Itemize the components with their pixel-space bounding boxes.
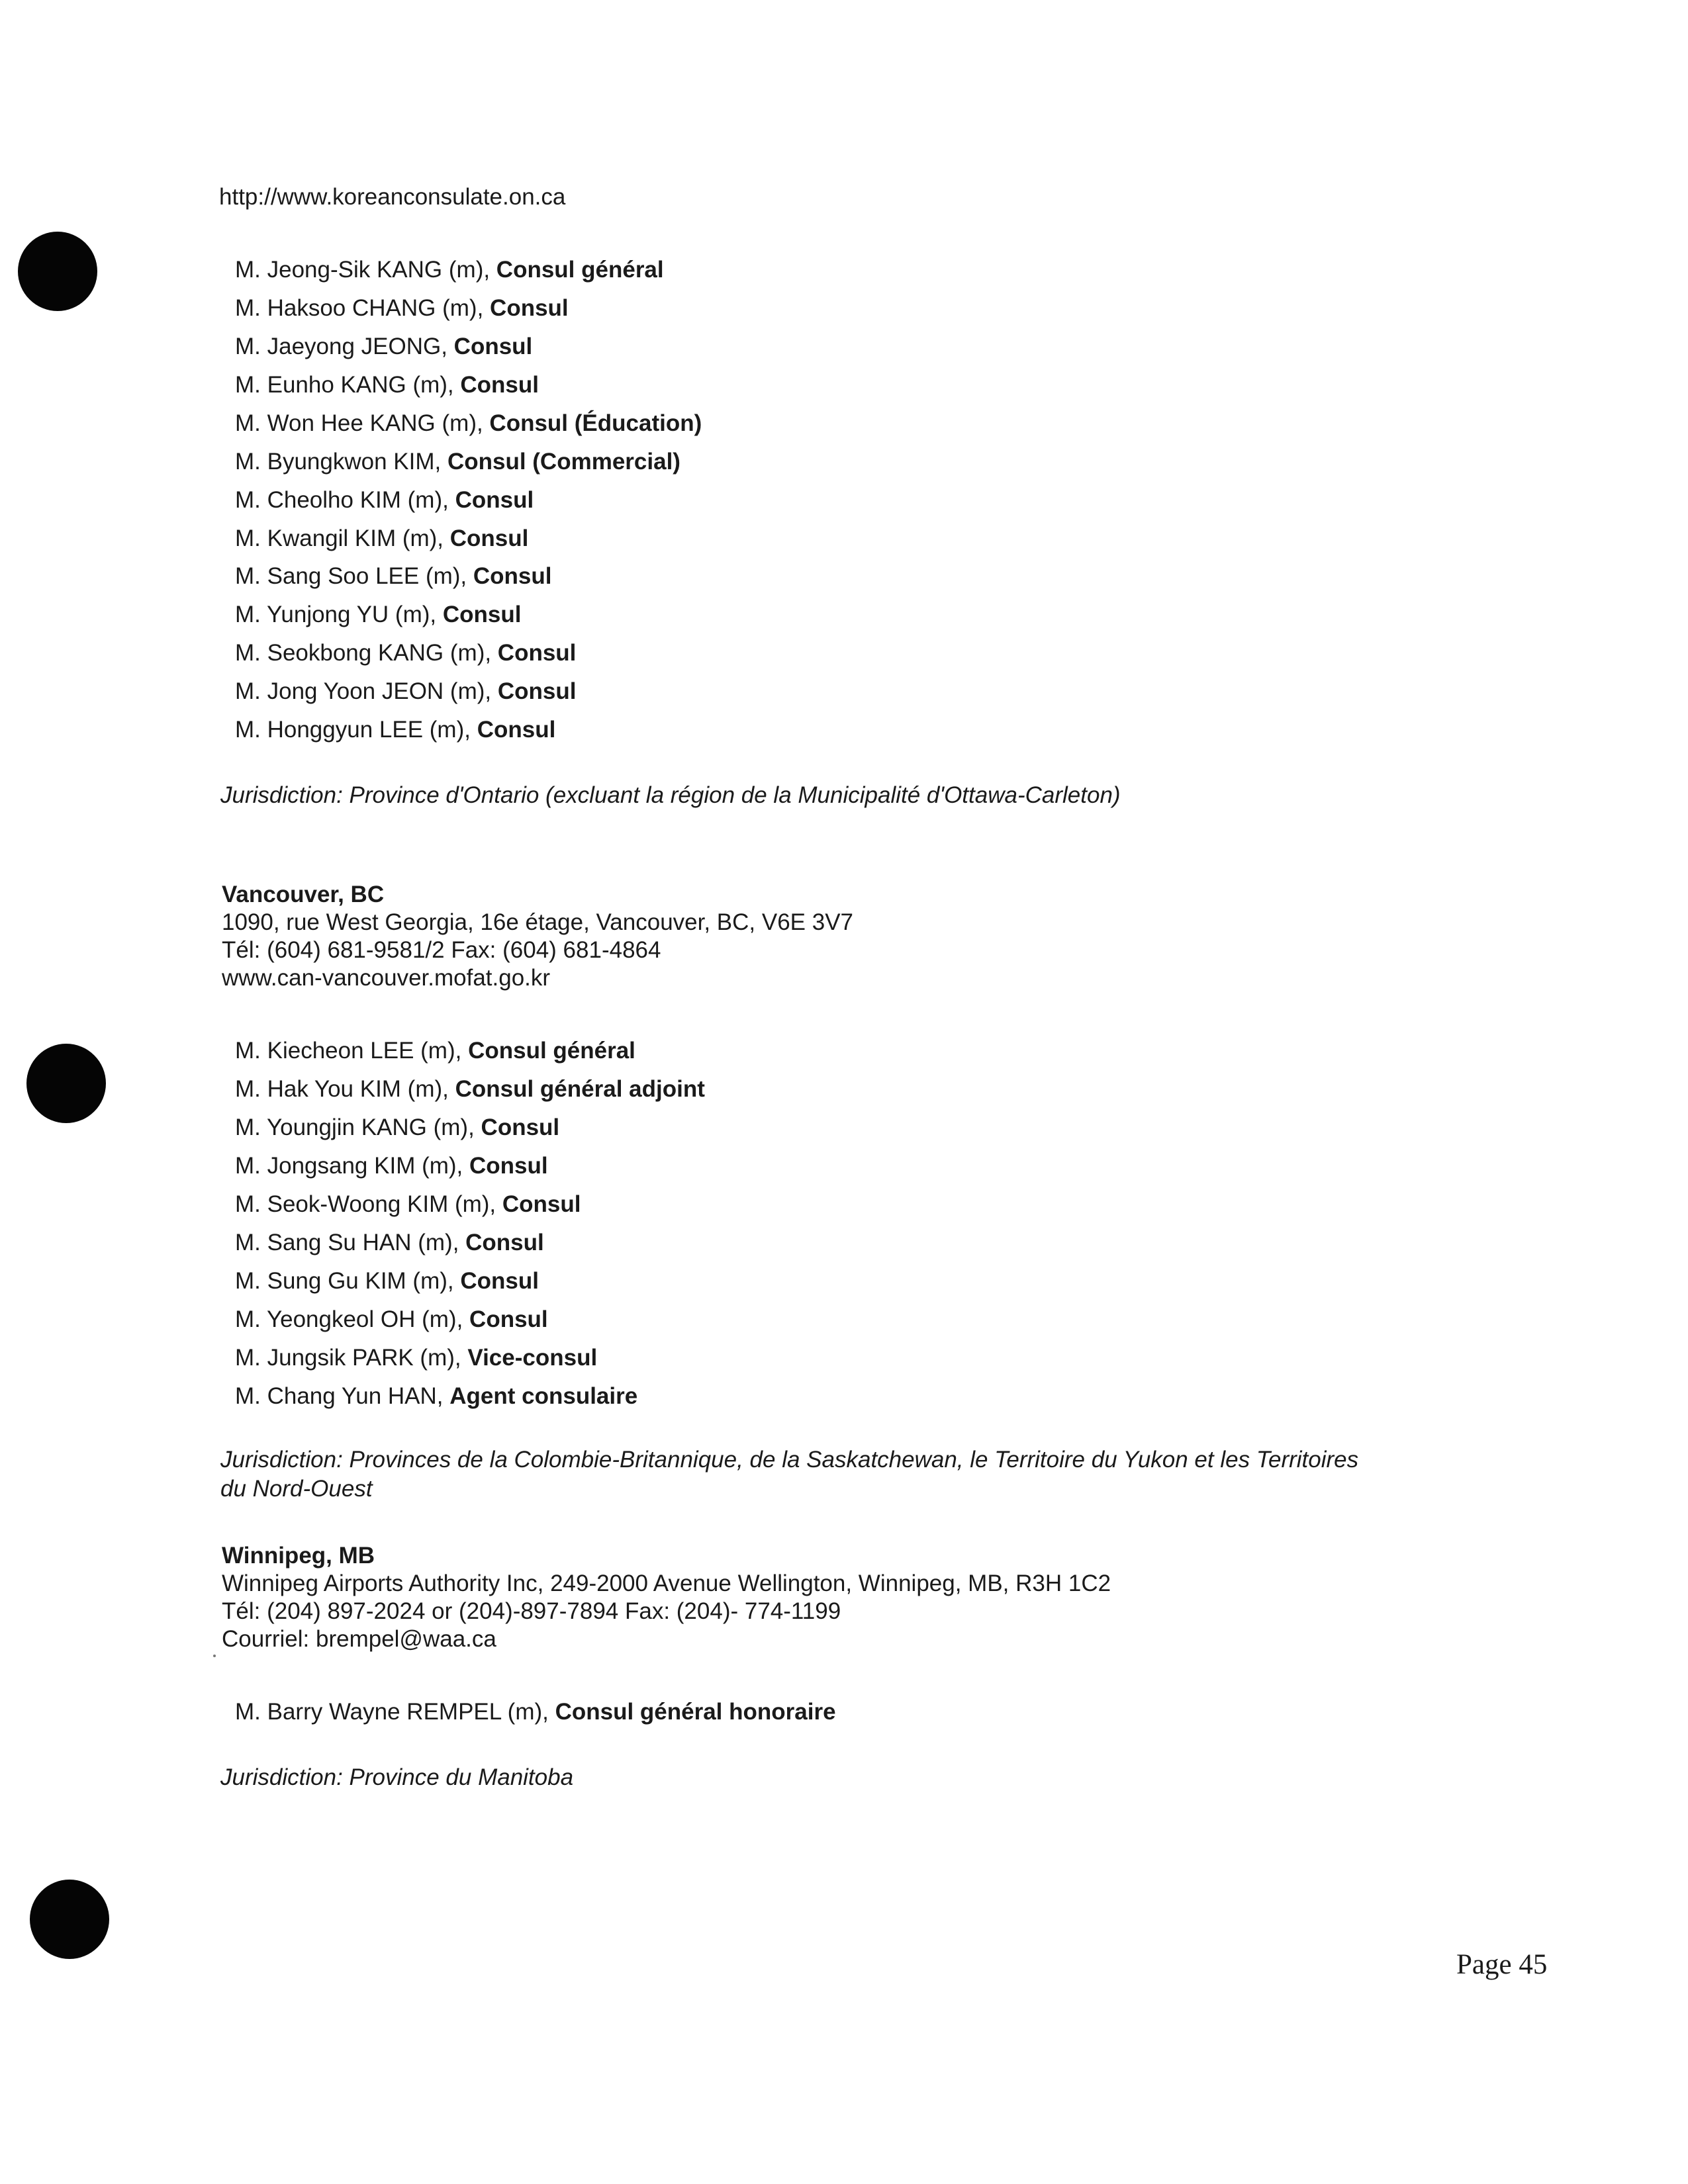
office-phone-fax: Tél: (604) 681-9581/2 Fax: (604) 681-4864: [222, 937, 661, 963]
staff-title: Consul: [469, 1306, 548, 1332]
staff-name: M. Byungkwon KIM,: [235, 449, 447, 475]
staff-name: M. Kiecheon LEE (m),: [235, 1038, 469, 1064]
staff-entry: [235, 371, 539, 399]
staff-name: M. Jeong-Sik KANG (m),: [235, 257, 496, 283]
punch-hole: [30, 1880, 109, 1959]
staff-name: M. Yunjong YU (m),: [235, 602, 443, 627]
staff-name: M. Jaeyong JEONG,: [235, 334, 454, 359]
staff-entry: [235, 1267, 539, 1295]
office-email: Courriel: brempel@waa.ca: [222, 1626, 496, 1652]
staff-entry: [235, 333, 532, 361]
office-phone-fax: Tél: (204) 897-2024 or (204)-897-7894 Fax: (204)- 774-1199: [222, 1598, 841, 1624]
staff-title: Consul: [469, 1153, 548, 1179]
staff-title: Consul général: [468, 1038, 635, 1064]
staff-title: Consul: [465, 1230, 544, 1255]
staff-entry: [235, 486, 534, 514]
staff-title: Agent consulaire: [449, 1383, 638, 1409]
staff-name: M. Sang Soo LEE (m),: [235, 563, 473, 589]
punch-hole: [26, 1044, 106, 1123]
staff-entry: [235, 1229, 544, 1257]
staff-entry: [235, 525, 528, 553]
staff-title: Consul: [442, 602, 522, 627]
staff-entry: [235, 639, 576, 667]
staff-entry: [235, 601, 521, 629]
staff-name: M. Jongsang KIM (m),: [235, 1153, 469, 1179]
staff-title: Consul: [502, 1191, 581, 1217]
staff-name: M. Seokbong KANG (m),: [235, 640, 498, 666]
staff-name: M. Eunho KANG (m),: [235, 372, 461, 398]
staff-entry: [235, 410, 702, 437]
office-address: 1090, rue West Georgia, 16e étage, Vancouver, BC, V6E 3V7: [222, 909, 854, 935]
staff-name: M. Kwangil KIM (m),: [235, 525, 450, 551]
staff-title: Consul: [477, 717, 556, 743]
staff-entry: [235, 1075, 705, 1103]
office-heading: Vancouver, BC: [222, 882, 385, 907]
staff-name: M. Sung Gu KIM (m),: [235, 1268, 461, 1294]
staff-name: M. Haksoo CHANG (m),: [235, 295, 491, 321]
staff-name: M. Sang Su HAN (m),: [235, 1230, 466, 1255]
staff-name: M. Youngjin KANG (m),: [235, 1115, 481, 1140]
staff-title: Consul: [497, 640, 577, 666]
staff-name: M. Jungsik PARK (m),: [235, 1345, 468, 1371]
staff-name: M. Won Hee KANG (m),: [235, 410, 490, 436]
jurisdiction-text: Jurisdiction: Provinces de la Colombie-Britannique, de la Saskatchewan, le Territoire du Yukon et les Territoires: [220, 1447, 1359, 1473]
staff-entry: [235, 448, 680, 476]
office-website: www.can-vancouver.mofat.go.kr: [222, 965, 551, 991]
staff-title: Consul: [453, 334, 533, 359]
staff-entry: [235, 1698, 836, 1726]
office-address: Winnipeg Airports Authority Inc, 249-2000 Avenue Wellington, Winnipeg, MB, R3H 1C2: [222, 1570, 1111, 1596]
staff-entry: [235, 1152, 548, 1180]
staff-title: Consul: [460, 1268, 539, 1294]
jurisdiction-text: Jurisdiction: Province d'Ontario (excluant la région de la Municipalité d'Ottawa-Carleton): [220, 782, 1121, 808]
office-heading: Winnipeg, MB: [222, 1543, 375, 1569]
staff-title: Consul général adjoint: [455, 1076, 705, 1102]
staff-entry: [235, 716, 555, 744]
consulate-website-url: http://www.koreanconsulate.on.ca: [219, 184, 566, 210]
staff-name: M. Cheolho KIM (m),: [235, 487, 455, 513]
staff-entry: [235, 1191, 581, 1218]
staff-name: M. Chang Yun HAN,: [235, 1383, 450, 1409]
staff-name: M. Jong Yoon JEON (m),: [235, 678, 498, 704]
staff-entry: [235, 295, 569, 322]
staff-title: Consul: [473, 563, 552, 589]
staff-title: Consul général honoraire: [555, 1699, 836, 1725]
staff-entry: [235, 1344, 597, 1372]
staff-entry: [235, 563, 551, 590]
staff-entry: [235, 678, 576, 705]
staff-title: Consul (Éducation): [489, 410, 702, 436]
staff-title: Vice-consul: [467, 1345, 598, 1371]
staff-name: M. Seok-Woong KIM (m),: [235, 1191, 502, 1217]
staff-entry: [235, 1306, 548, 1334]
staff-entry: [235, 1037, 635, 1065]
staff-name: M. Barry Wayne REMPEL (m),: [235, 1699, 555, 1725]
staff-title: Consul: [449, 525, 529, 551]
jurisdiction-text: Jurisdiction: Province du Manitoba: [220, 1764, 574, 1790]
staff-title: Consul: [497, 678, 577, 704]
staff-entry: [235, 1114, 559, 1142]
punch-hole: [18, 232, 97, 311]
staff-title: Consul: [460, 372, 539, 398]
staff-title: Consul: [490, 295, 569, 321]
staff-name: M. Honggyun LEE (m),: [235, 717, 477, 743]
staff-name: M. Hak You KIM (m),: [235, 1076, 455, 1102]
staff-title: Consul général: [496, 257, 664, 283]
page-number: Page 45: [1456, 1949, 1548, 1980]
jurisdiction-text-continued: du Nord-Ouest: [220, 1476, 373, 1502]
staff-title: Consul: [455, 487, 534, 513]
staff-title: Consul (Commercial): [447, 449, 680, 475]
staff-entry: [235, 1383, 637, 1410]
staff-title: Consul: [481, 1115, 560, 1140]
scan-speck: [213, 1655, 216, 1657]
staff-entry: [235, 256, 664, 284]
staff-name: M. Yeongkeol OH (m),: [235, 1306, 470, 1332]
